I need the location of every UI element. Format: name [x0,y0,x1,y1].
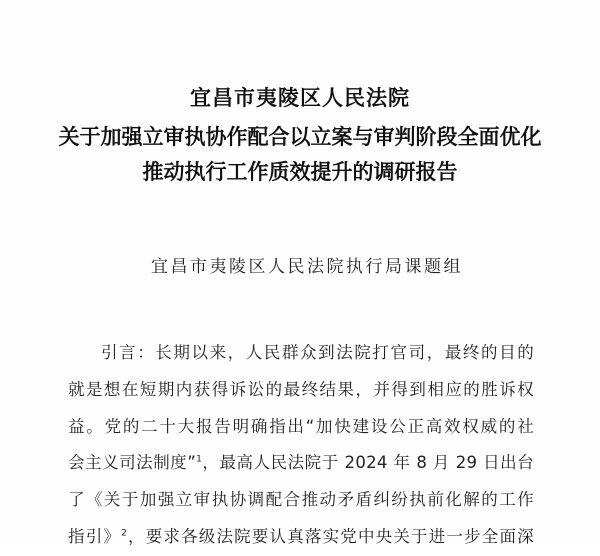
body-text: 会主义司法制度” [68,453,197,473]
body-line-with-footnote [68,445,534,482]
body-line: 就是想在短期内获得诉讼的最终结果，并得到相应的胜诉权 [68,379,534,399]
body-text: ，最高人民法院于 2024 年 8 月 29 日出台 [202,453,534,473]
document-title-court: 宜昌市夷陵区人民法院 [190,85,410,110]
body-line-with-footnote [68,519,534,556]
document-body [68,335,534,556]
body-line: 引言：长期以来，人民群众到法院打官司，最终的目的 [101,343,534,362]
document-author: 宜昌市夷陵区人民法院执行局课题组 [151,257,463,277]
document-title-line-3: 推动执行工作质效提升的调研报告 [142,159,458,184]
footnote-ref-1[interactable]: 1 [196,454,203,465]
document-title-line-2: 关于加强立审执协作配合以立案与审判阶段全面优化 [58,124,542,149]
body-line: 益。党的二十大报告明确指出“加快建设公正高效权威的社 [68,416,534,436]
body-text: 指引》 [68,526,122,546]
footnote-ref-2[interactable]: 2 [121,528,128,539]
body-line: 了《关于加强立审执协调配合推动矛盾纠纷执前化解的工作 [68,490,534,510]
body-text: ，要求各级法院要认真落实党中央关于进一步全面深 [127,526,534,546]
